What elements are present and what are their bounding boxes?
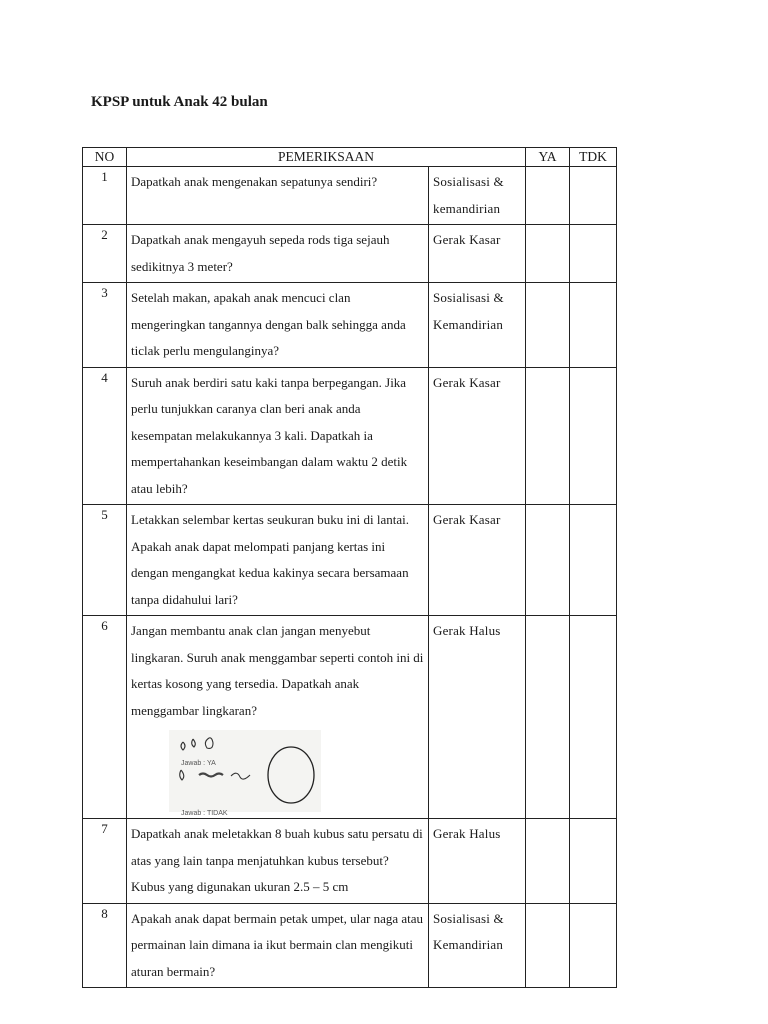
row-question-cell — [127, 616, 429, 819]
row-number: 7 — [83, 819, 127, 904]
answer-ya-cell[interactable] — [526, 167, 570, 225]
answer-ya-cell[interactable] — [526, 903, 570, 988]
row-question: Letakkan selembar kertas seukuran buku ini di lantai. Apakah anak dapat melompati panjang kertas ini dengan mengangkat kedua kakinya secara bersamaan tanpa didahului lari? — [127, 505, 429, 616]
answer-ya-cell[interactable] — [526, 505, 570, 616]
answer-ya-cell[interactable] — [526, 367, 570, 505]
row-question: Dapatkah anak mengayuh sepeda rods tiga sejauh sedikitnya 3 meter? — [127, 225, 429, 283]
row-number: 5 — [83, 505, 127, 616]
row-question: Suruh anak berdiri satu kaki tanpa berpegangan. Jika perlu tunjukkan caranya clan beri anak anda kesempatan melakukannya 3 kali. Dapatkah ia mempertahankan keseimbangan dalam waktu 2 detik atau lebih? — [127, 367, 429, 505]
table-row — [83, 616, 617, 819]
row-question: Apakah anak dapat bermain petak umpet, ular naga atau permainan lain dimana ia ikut bermain clan mengikuti aturan bermain? — [127, 903, 429, 988]
answer-ya-cell[interactable] — [526, 819, 570, 904]
row-question: Dapatkah anak meletakkan 8 buah kubus satu persatu di atas yang lain tanpa menjatuhkan kubus tersebut? Kubus yang digunakan ukuran 2.5 – 5 cm — [127, 819, 429, 904]
row-category: Gerak Kasar — [429, 225, 526, 283]
row-category: Sosialisasi & kemandirian — [429, 167, 526, 225]
table-row — [83, 167, 617, 225]
table-row — [83, 819, 617, 904]
answer-tdk-cell[interactable] — [570, 225, 617, 283]
table-header-row — [83, 148, 617, 167]
answer-tdk-cell[interactable] — [570, 283, 617, 368]
row-question: Jangan membantu anak clan jangan menyebut lingkaran. Suruh anak menggambar seperti contoh ini di kertas kosong yang tersedia. Dapatkah anak menggambar lingkaran? — [131, 623, 424, 718]
row-category: Gerak Kasar — [429, 505, 526, 616]
answer-tdk-cell[interactable] — [570, 616, 617, 819]
answer-ya-cell[interactable] — [526, 616, 570, 819]
table-row — [83, 505, 617, 616]
header-tdk: TDK — [570, 148, 617, 167]
header-pemeriksaan: PEMERIKSAAN — [127, 148, 526, 167]
table-row — [83, 225, 617, 283]
table-row — [83, 903, 617, 988]
row-category: Gerak Kasar — [429, 367, 526, 505]
page-title: KPSP untuk Anak 42 bulan — [91, 94, 268, 110]
header-ya: YA — [526, 148, 570, 167]
row-number: 1 — [83, 167, 127, 225]
example-no-label: Jawab : TIDAK — [181, 810, 228, 817]
row-number: 6 — [83, 616, 127, 819]
row-number: 4 — [83, 367, 127, 505]
answer-tdk-cell[interactable] — [570, 167, 617, 225]
row-category: Sosialisasi & Kemandirian — [429, 903, 526, 988]
answer-tdk-cell[interactable] — [570, 903, 617, 988]
example-yes-label: Jawab : YA — [181, 760, 216, 767]
answer-ya-cell[interactable] — [526, 283, 570, 368]
table-row — [83, 283, 617, 368]
header-no: NO — [83, 148, 127, 167]
row-question: Setelah makan, apakah anak mencuci clan mengeringkan tangannya dengan balk sehingga anda ticlak perlu mengulanginya? — [127, 283, 429, 368]
kpsp-table — [82, 147, 617, 988]
row-number: 3 — [83, 283, 127, 368]
answer-tdk-cell[interactable] — [570, 367, 617, 505]
answer-tdk-cell[interactable] — [570, 819, 617, 904]
row-question: Dapatkah anak mengenakan sepatunya sendiri? — [127, 167, 429, 225]
circle-drawing-example — [169, 730, 321, 817]
answer-ya-cell[interactable] — [526, 225, 570, 283]
row-category: Gerak Halus — [429, 819, 526, 904]
row-category: Sosialisasi & Kemandirian — [429, 283, 526, 368]
row-category: Gerak Halus — [429, 616, 526, 819]
table-row — [83, 367, 617, 505]
row-number: 8 — [83, 903, 127, 988]
row-number: 2 — [83, 225, 127, 283]
answer-tdk-cell[interactable] — [570, 505, 617, 616]
